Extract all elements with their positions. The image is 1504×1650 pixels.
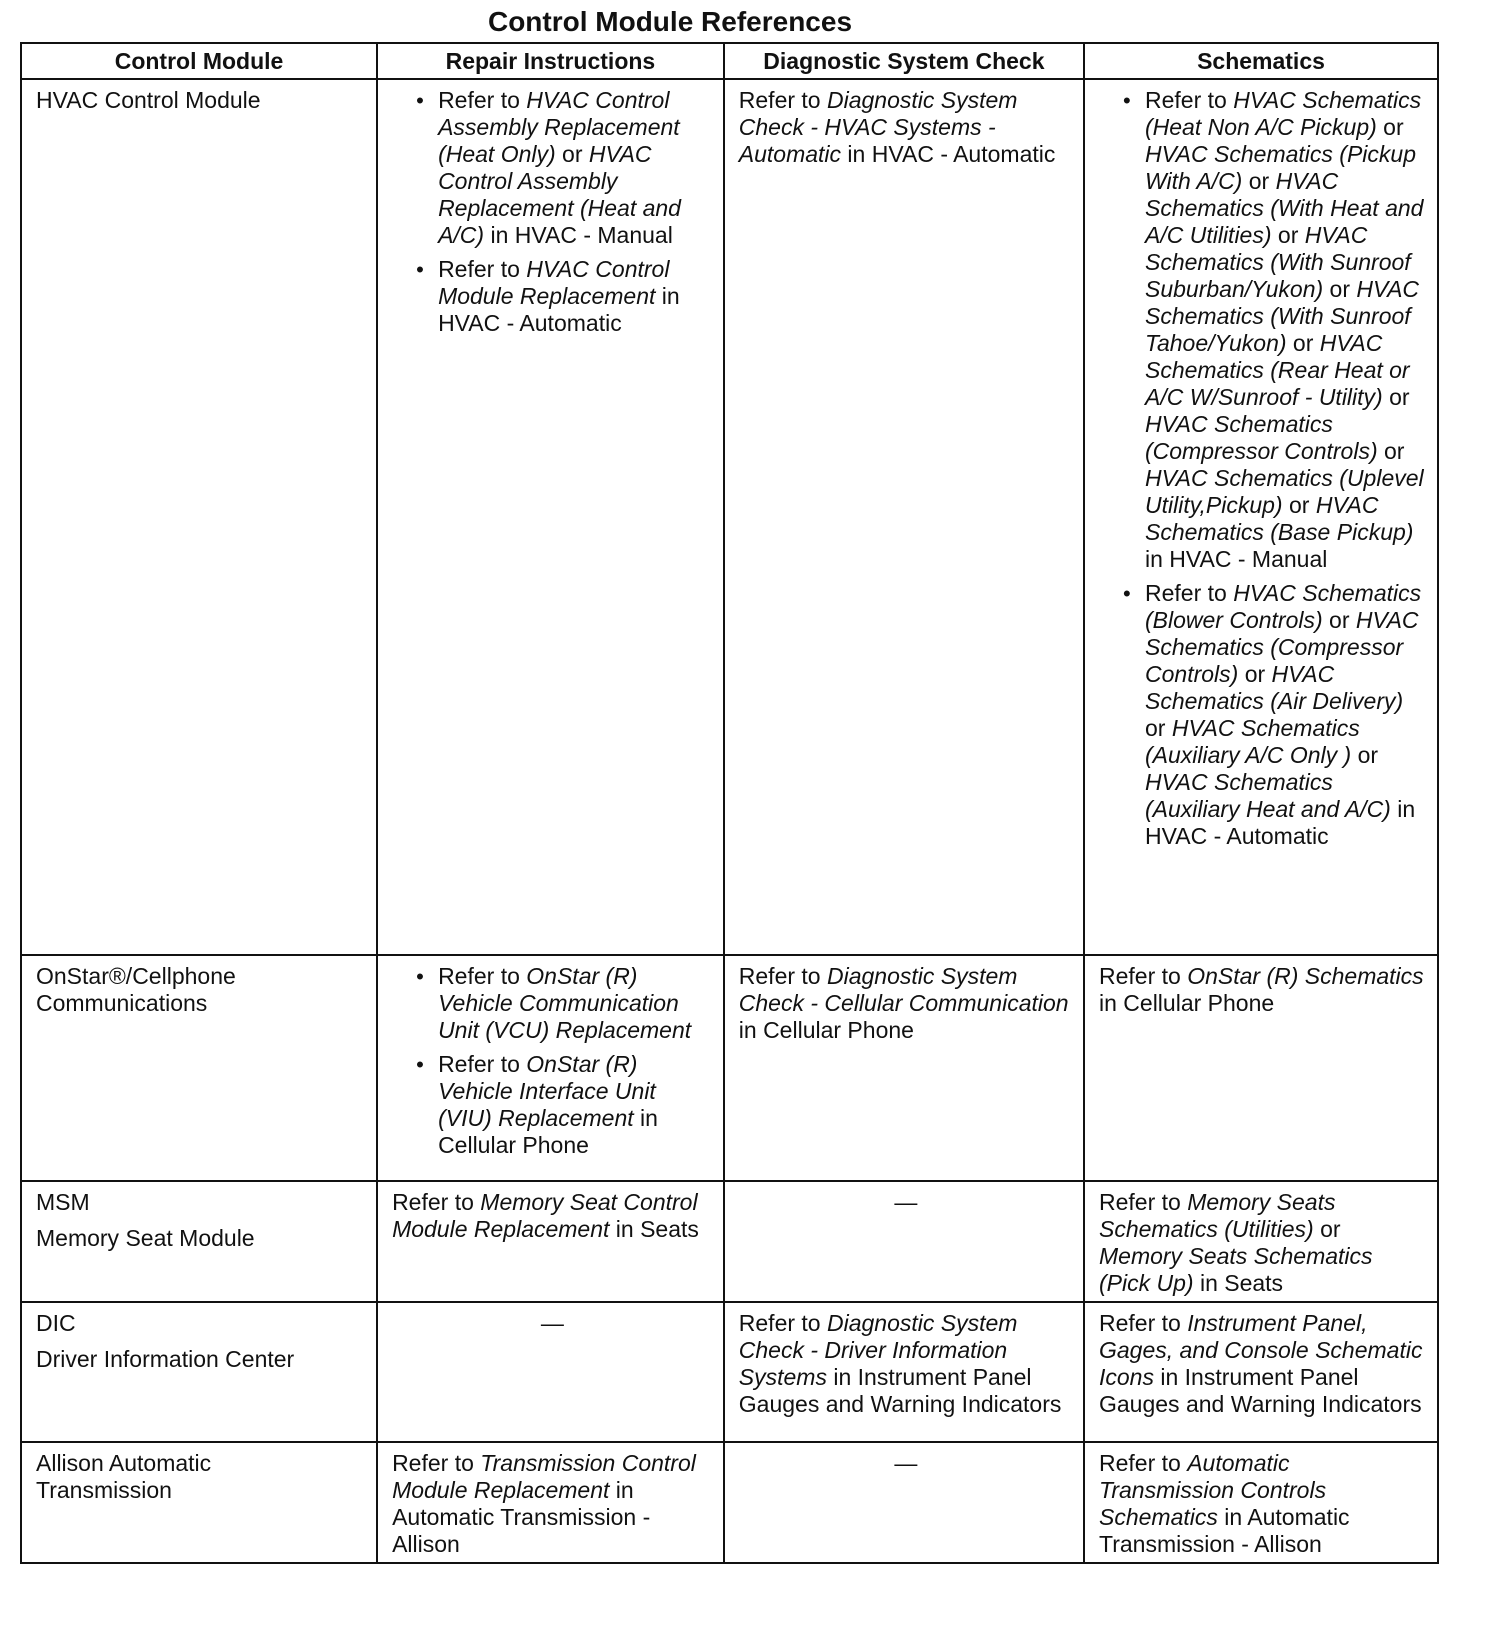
reference-text: Refer to	[738, 87, 827, 113]
schematics-cell	[1084, 1302, 1438, 1442]
reference-text: in Automatic Transmission - Allison	[392, 1477, 651, 1557]
control-module-references-table	[20, 42, 1439, 1564]
reference-text: Refer to	[438, 87, 527, 113]
diag-cell-empty: —	[724, 1442, 1084, 1563]
reference-text: in Instrument Panel Gauges and Warning Indicators	[738, 1364, 1062, 1417]
header-diagnostic-system-check: Diagnostic System Check	[724, 43, 1084, 79]
reference-title: HVAC Schematics (Compressor Controls)	[1145, 411, 1378, 464]
reference-title: Diagnostic System Check - HVAC Systems - Automatic	[738, 87, 1018, 167]
reference-text: or	[555, 141, 589, 167]
diag-cell	[724, 955, 1084, 1181]
reference-title: Automatic Transmission Controls Schematics	[1099, 1450, 1327, 1530]
schematics-cell	[1084, 955, 1438, 1181]
reference-text: or	[1242, 168, 1276, 194]
repair-list	[392, 87, 713, 337]
module-abbrev: MSM	[36, 1189, 90, 1215]
reference-title: OnStar (R) Vehicle Communication Unit (VCU) Replacement	[438, 963, 692, 1043]
header-schematics: Schematics	[1084, 43, 1438, 79]
header-control-module: Control Module	[21, 43, 377, 79]
table-row-hvac	[21, 79, 1438, 955]
reference-title: HVAC Schematics (Heat Non A/C Pickup)	[1145, 87, 1422, 140]
schematics-text	[1099, 963, 1427, 1017]
reference-text: in Cellular Phone	[1099, 990, 1275, 1016]
reference-text: in HVAC - Manual	[1145, 546, 1328, 572]
reference-title: HVAC Control Assembly Replacement (Heat Only)	[438, 87, 680, 167]
reference-text: or	[1271, 222, 1305, 248]
list-item	[438, 1051, 713, 1159]
reference-text: or	[1323, 276, 1357, 302]
table-row-onstar	[21, 955, 1438, 1181]
table-row-allison	[21, 1442, 1438, 1563]
reference-title: HVAC Control Module Replacement	[438, 256, 670, 309]
reference-text: Refer to	[1145, 580, 1234, 606]
reference-title: HVAC Schematics (Uplevel Utility,Pickup)	[1145, 465, 1424, 518]
reference-text: in HVAC - Automatic	[841, 141, 1056, 167]
reference-text: in Cellular Phone	[738, 1017, 914, 1043]
reference-text: Refer to	[392, 1450, 481, 1476]
schematics-list	[1099, 87, 1427, 850]
reference-text: or	[1322, 607, 1356, 633]
reference-title: HVAC Schematics (Base Pickup)	[1145, 492, 1414, 545]
reference-title: HVAC Schematics (Pickup With A/C)	[1145, 141, 1416, 194]
reference-title: HVAC Schematics (With Sunroof Suburban/Yukon)	[1145, 222, 1411, 302]
reference-title: HVAC Schematics (Blower Controls)	[1145, 580, 1422, 633]
list-item	[1145, 580, 1427, 850]
reference-title: HVAC Schematics (Air Delivery)	[1145, 661, 1404, 714]
reference-text: Refer to	[438, 1051, 527, 1077]
reference-text: in Seats	[1193, 1270, 1284, 1296]
reference-text: in HVAC - Automatic	[1145, 796, 1416, 849]
reference-text: or	[1377, 438, 1405, 464]
module-cell	[21, 79, 377, 955]
module-name: Allison Automatic Transmission	[36, 1450, 212, 1503]
reference-title: HVAC Schematics (Auxiliary Heat and A/C)	[1145, 769, 1391, 822]
reference-text: or	[1376, 114, 1404, 140]
reference-title: HVAC Schematics (Auxiliary A/C Only )	[1145, 715, 1360, 768]
module-name: OnStar®/Cellphone Communications	[36, 963, 236, 1016]
reference-title: Memory Seats Schematics (Pick Up)	[1099, 1243, 1373, 1296]
reference-text: or	[1313, 1216, 1341, 1242]
list-item	[438, 256, 713, 337]
repair-list	[392, 963, 713, 1159]
header-row	[21, 43, 1438, 79]
reference-text: Refer to	[738, 1310, 827, 1336]
schematics-cell	[1084, 1442, 1438, 1563]
reference-title: Memory Seat Control Module Replacement	[392, 1189, 698, 1242]
module-full-name: Driver Information Center	[36, 1346, 295, 1372]
reference-text: Refer to	[438, 963, 527, 989]
reference-text: in HVAC - Automatic	[438, 283, 680, 336]
reference-text: Refer to	[1099, 1189, 1188, 1215]
repair-cell	[377, 79, 724, 955]
module-full-name: Memory Seat Module	[36, 1225, 255, 1251]
reference-title: HVAC Control Assembly Replacement (Heat and A/C)	[438, 141, 681, 248]
reference-text: or	[1382, 384, 1410, 410]
module-name: HVAC Control Module	[36, 87, 261, 113]
reference-text: Refer to	[1099, 963, 1188, 989]
reference-title: HVAC Schematics (Rear Heat or A/C W/Sunroof - Utility)	[1145, 330, 1410, 410]
reference-title: HVAC Schematics (With Sunroof Tahoe/Yukon)	[1145, 276, 1420, 356]
repair-text	[392, 1189, 713, 1243]
reference-title: OnStar (R) Schematics	[1187, 963, 1424, 989]
schematics-cell	[1084, 1181, 1438, 1302]
header-repair-instructions: Repair Instructions	[377, 43, 724, 79]
module-cell	[21, 955, 377, 1181]
reference-text: Refer to	[738, 963, 827, 989]
module-abbrev: DIC	[36, 1310, 76, 1336]
table-row-dic	[21, 1302, 1438, 1442]
repair-cell	[377, 1181, 724, 1302]
reference-title: Diagnostic System Check - Driver Information Systems	[738, 1310, 1018, 1390]
list-item	[438, 87, 713, 249]
table-row-msm	[21, 1181, 1438, 1302]
reference-text: in HVAC - Manual	[484, 222, 673, 248]
diag-text	[739, 963, 1073, 1044]
reference-text: in Cellular Phone	[438, 1105, 658, 1158]
schematics-text	[1099, 1450, 1427, 1558]
module-cell	[21, 1442, 377, 1563]
reference-text: Refer to	[392, 1189, 481, 1215]
reference-text: Refer to	[1145, 87, 1234, 113]
reference-text: or	[1282, 492, 1316, 518]
diag-cell	[724, 1302, 1084, 1442]
diag-cell	[724, 79, 1084, 955]
repair-cell	[377, 955, 724, 1181]
reference-text: in Instrument Panel Gauges and Warning Indicators	[1099, 1364, 1422, 1417]
repair-cell-empty: —	[377, 1302, 724, 1442]
reference-title: Diagnostic System Check - Cellular Communication	[738, 963, 1069, 1016]
schematics-cell	[1084, 79, 1438, 955]
diag-cell-empty: —	[724, 1181, 1084, 1302]
reference-text: in Automatic Transmission - Allison	[1099, 1504, 1350, 1557]
schematics-text	[1099, 1189, 1427, 1297]
reference-title: Transmission Control Module Replacement	[392, 1450, 696, 1503]
reference-text: or	[1286, 330, 1320, 356]
diag-text	[739, 87, 1073, 168]
repair-text	[392, 1450, 713, 1558]
list-item	[1145, 87, 1427, 573]
reference-text: or	[1238, 661, 1272, 687]
reference-title: HVAC Schematics (With Heat and A/C Utilities)	[1145, 168, 1424, 248]
reference-text: Refer to	[1099, 1450, 1188, 1476]
schematics-text	[1099, 1310, 1427, 1418]
reference-title: Instrument Panel, Gages, and Console Schematic Icons	[1099, 1310, 1423, 1390]
diag-text	[739, 1310, 1073, 1418]
reference-text: Refer to	[1099, 1310, 1188, 1336]
reference-text: or	[1351, 742, 1379, 768]
module-cell	[21, 1181, 377, 1302]
list-item	[438, 963, 713, 1044]
page-title: Control Module References	[487, 6, 853, 37]
reference-title: Memory Seats Schematics (Utilities)	[1099, 1189, 1336, 1242]
reference-title: OnStar (R) Vehicle Interface Unit (VIU) Replacement	[438, 1051, 656, 1131]
repair-cell	[377, 1442, 724, 1563]
reference-text: in Seats	[609, 1216, 699, 1242]
reference-text: Refer to	[438, 256, 527, 282]
reference-text: or	[1145, 715, 1172, 741]
reference-title: HVAC Schematics (Compressor Controls)	[1145, 607, 1419, 687]
module-cell	[21, 1302, 377, 1442]
